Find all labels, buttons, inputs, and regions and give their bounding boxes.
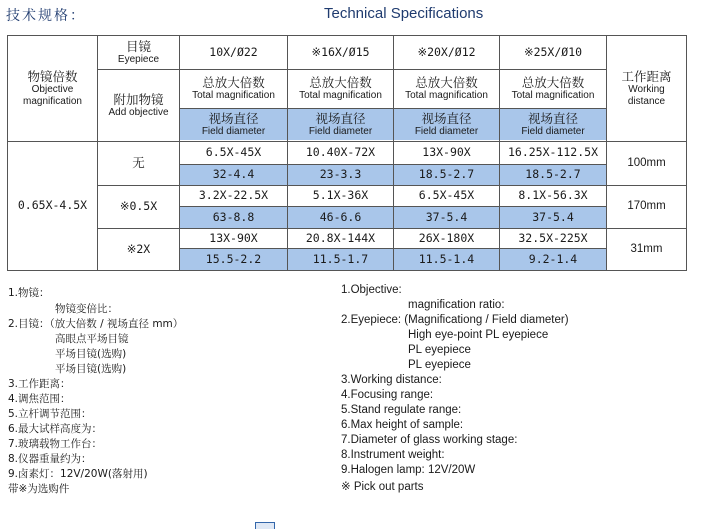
note-en-1: 1.Objective: <box>341 284 402 296</box>
title-cn: 技术规格： <box>6 8 86 24</box>
note-en-2b: PL eyepiece <box>408 344 471 356</box>
working-distance-cell: 100mm <box>627 156 666 169</box>
note-en-9: 9.Halogen lamp: 12V/20W <box>341 464 476 476</box>
field-cell: 9.2-1.4 <box>528 251 578 266</box>
field-diameter-header: 视场直径 Field diameter <box>414 111 479 138</box>
total-mag-header: 总放大倍数 Total magnification <box>405 75 488 102</box>
note-cn-4: 4.调焦范围： <box>8 393 71 405</box>
working-distance-cell: 170mm <box>627 200 666 213</box>
note-en-7: 7.Diameter of glass working stage: <box>341 434 518 446</box>
field-cell: 18.5-2.7 <box>418 167 475 182</box>
field-cell: 37-5.4 <box>532 209 574 224</box>
note-cn-10: 带※为选购件 <box>8 483 70 495</box>
eyepiece-16x: ※16X/Ø15 <box>311 44 370 59</box>
field-cell: 11.5-1.7 <box>312 251 369 266</box>
eyepiece-25x: ※25X/Ø10 <box>523 44 583 59</box>
field-cell: 18.5-2.7 <box>525 167 581 182</box>
mag-cell: 32.5X-225X <box>518 230 588 245</box>
total-mag-header: 总放大倍数 Total magnification <box>192 75 275 102</box>
mag-cell: 16.25X-112.5X <box>507 145 598 160</box>
mag-cell: 3.2X-22.5X <box>198 188 269 203</box>
mag-cell: 26X-180X <box>418 230 475 245</box>
add-objective-label: ※0.5X <box>119 199 158 214</box>
note-en-8: 8.Instrument weight: <box>341 449 445 461</box>
note-en-4: 4.Focusing range: <box>341 389 434 401</box>
field-diameter-header: 视场直径 Field diameter <box>521 111 585 138</box>
title-en: Technical Specifications <box>324 5 484 22</box>
note-cn-2a: 高眼点平场目镜 <box>55 333 129 345</box>
note-en-1a: magnification ratio: <box>408 299 505 311</box>
mag-cell: 13X-90X <box>422 145 471 160</box>
field-cell: 63-8.8 <box>212 209 255 224</box>
mag-cell: 5.1X-36X <box>312 188 369 203</box>
objective-header: 物镜倍数 Objective magnification <box>23 68 82 107</box>
note-cn-2c: 平场目镜(选购) <box>55 363 127 375</box>
total-mag-header: 总放大倍数 Total magnification <box>511 75 595 102</box>
note-en-2a: High eye-point PL eyepiece <box>408 329 549 341</box>
field-diameter-header: 视场直径 Field diameter <box>201 111 266 138</box>
note-cn-2: 2.目镜：（放大倍数 / 视场直径 mm） <box>8 318 184 330</box>
note-en-10: ※ Pick out parts <box>341 481 424 493</box>
eyepiece-header: 目镜 Eyepiece <box>117 38 160 65</box>
add-objective-label: 无 <box>132 155 145 171</box>
mag-cell: 8.1X-56.3X <box>518 188 588 203</box>
eyepiece-10x: 10X/Ø22 <box>209 44 258 59</box>
mag-cell: 10.40X-72X <box>305 145 376 160</box>
field-cell: 15.5-2.2 <box>205 251 262 266</box>
note-cn-2b: 平场目镜(选购) <box>55 348 127 360</box>
note-cn-5: 5.立杆调节范围： <box>8 408 92 420</box>
working-distance-cell: 31mm <box>630 242 663 255</box>
note-cn-8: 8.仪器重量约为： <box>8 453 92 465</box>
note-cn-6: 6.最大试样高度为： <box>8 423 103 435</box>
add-objective-header: 附加物镜 Add objective <box>108 91 169 118</box>
field-cell: 37-5.4 <box>425 209 468 224</box>
note-cn-3: 3.工作距离： <box>8 378 71 390</box>
note-cn-7: 7.玻璃载物工作台： <box>8 438 103 450</box>
field-diameter-header: 视场直径 Field diameter <box>308 111 373 138</box>
field-cell: 46-6.6 <box>319 209 362 224</box>
field-cell: 32-4.4 <box>212 167 255 182</box>
eyepiece-20x: ※20X/Ø12 <box>417 44 476 59</box>
field-cell: 11.5-1.4 <box>418 251 475 266</box>
note-cn-1a: 物镜变倍比： <box>55 303 118 315</box>
note-en-3: 3.Working distance: <box>341 374 442 386</box>
mag-cell: 6.5X-45X <box>418 188 475 203</box>
total-mag-header: 总放大倍数 Total magnification <box>299 75 382 102</box>
note-en-5: 5.Stand regulate range: <box>341 404 462 416</box>
spec-table <box>7 35 687 271</box>
field-cell: 23-3.3 <box>319 167 362 182</box>
mag-cell: 13X-90X <box>209 230 258 245</box>
note-en-6: 6.Max height of sample: <box>341 419 464 431</box>
note-cn-9: 9.卤素灯：12V/20W(落射用) <box>8 468 148 480</box>
note-cn-1: 1.物镜： <box>8 287 50 299</box>
note-en-2: 2.Eyepiece: (Magnificationg / Field diameter) <box>341 314 569 326</box>
working-distance-header: 工作距离 Working distance <box>621 68 672 107</box>
note-en-2c: PL eyepiece <box>408 359 471 371</box>
mag-cell: 20.8X-144X <box>305 230 376 245</box>
objective-range: 0.65X-4.5X <box>17 198 88 213</box>
mag-cell: 6.5X-45X <box>205 145 262 160</box>
add-objective-label: ※2X <box>126 241 151 256</box>
